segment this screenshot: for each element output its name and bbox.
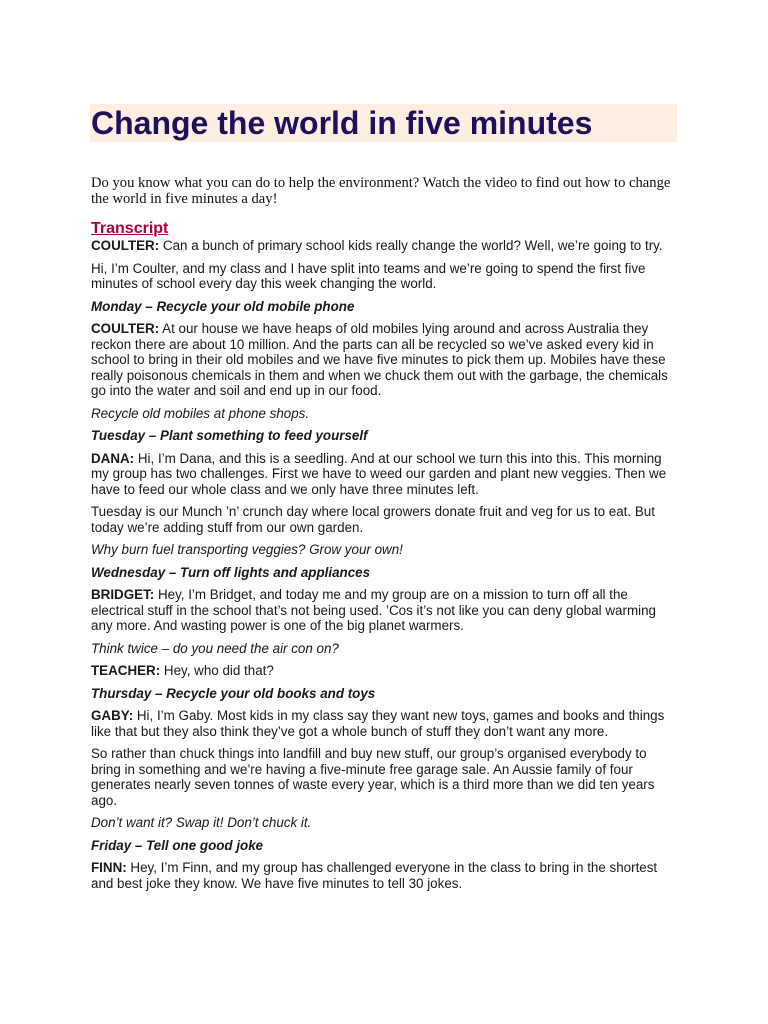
transcript-body xyxy=(91,238,677,891)
speaker-label: COULTER: xyxy=(91,238,160,253)
day-heading: Wednesday – Turn off lights and appliances xyxy=(91,564,371,580)
line-text: At our house we have heaps of old mobiles lying around and across Australia they reckon there are about 10 million. And the parts can all be recycled so we’ve asked every kid in school to bring in their old mobiles and we have five minutes to pick them up. Mobiles have these really poisonous chemicals in them and when we chuck them out with the garbage, the chemicals go into the water and soil and end up in our food. xyxy=(91,321,668,398)
speaker-label: GABY: xyxy=(91,708,134,723)
speaker-label: DANA: xyxy=(91,450,135,466)
tip-line: Think twice – do you need the air con on? xyxy=(91,640,339,656)
speaker-label: TEACHER: xyxy=(91,663,161,678)
line-text: Can a bunch of primary school kids really change the world? Well, we’re going to try. xyxy=(159,238,663,253)
speaker-label: FINN: xyxy=(91,860,127,875)
tip-line: Recycle old mobiles at phone shops. xyxy=(91,405,310,421)
line-text: Hey, I’m Bridget, and today me and my group are on a mission to turn off all the electrical stuff in the school that’s not being used. ’Cos it’s not like you can deny global warming any more. And wasting power is one of the big planet warmers. xyxy=(91,587,656,633)
speaker-label: COULTER: xyxy=(91,321,160,336)
title-band xyxy=(90,104,677,142)
transcript-line xyxy=(91,238,677,254)
line-text: Hi, I’m Gaby. Most kids in my class say they want new toys, games and books and things like that but they also think they’ve got a whole bunch of stuff they don’t want any more. xyxy=(91,708,665,739)
transcript-line xyxy=(91,321,677,399)
line-text: Hi, I’m Dana, and this is a seedling. And at our school we turn this into this. This morning my group has two challenges. First we have to weed our garden and plant new veggies. Then we have to feed our whole class and we only have three minutes left. xyxy=(91,450,667,497)
transcript-line xyxy=(91,451,677,498)
page-title: Change the world in five minutes xyxy=(91,105,593,141)
transcript-line xyxy=(91,663,677,679)
day-heading: Thursday – Recycle your old books and toys xyxy=(91,685,376,701)
transcript-line xyxy=(91,587,677,634)
day-heading: Monday – Recycle your old mobile phone xyxy=(91,298,355,314)
line-text: Hey, I’m Finn, and my group has challenged everyone in the class to bring in the shortest and best joke they know. We have five minutes to tell 30 jokes. xyxy=(91,860,658,891)
document-page xyxy=(91,104,677,898)
transcript-line: Tuesday is our Munch ’n’ crunch day where local growers donate fruit and veg for us to eat. But today we’re adding stuff from our own garden. xyxy=(91,504,655,535)
day-heading: Friday – Tell one good joke xyxy=(91,837,264,853)
transcript-line xyxy=(91,860,677,891)
tip-line: Why burn fuel transporting veggies? Grow your own! xyxy=(91,542,403,557)
transcript-line: Hi, I’m Coulter, and my class and I have split into teams and we’re going to spend the first five minutes of school every day this week changing the world. xyxy=(91,260,646,291)
speaker-label: BRIDGET: xyxy=(91,587,155,602)
transcript-heading: Transcript xyxy=(91,220,169,237)
transcript-line: So rather than chuck things into landfill and buy new stuff, our group’s organised everybody to bring in something and we’re having a five-minute free garage sale. An Aussie family of four generates nearly seven tonnes of waste every year, which is a third more than we did ten years ago. xyxy=(91,746,655,808)
intro-paragraph: Do you know what you can do to help the environment? Watch the video to find out how to change the world in five minutes a day! xyxy=(91,175,671,207)
day-heading: Tuesday – Plant something to feed yourself xyxy=(91,428,368,443)
line-text: Hey, who did that? xyxy=(160,663,274,678)
transcript-line xyxy=(91,708,677,739)
tip-line: Don’t want it? Swap it! Don’t chuck it. xyxy=(91,815,312,830)
